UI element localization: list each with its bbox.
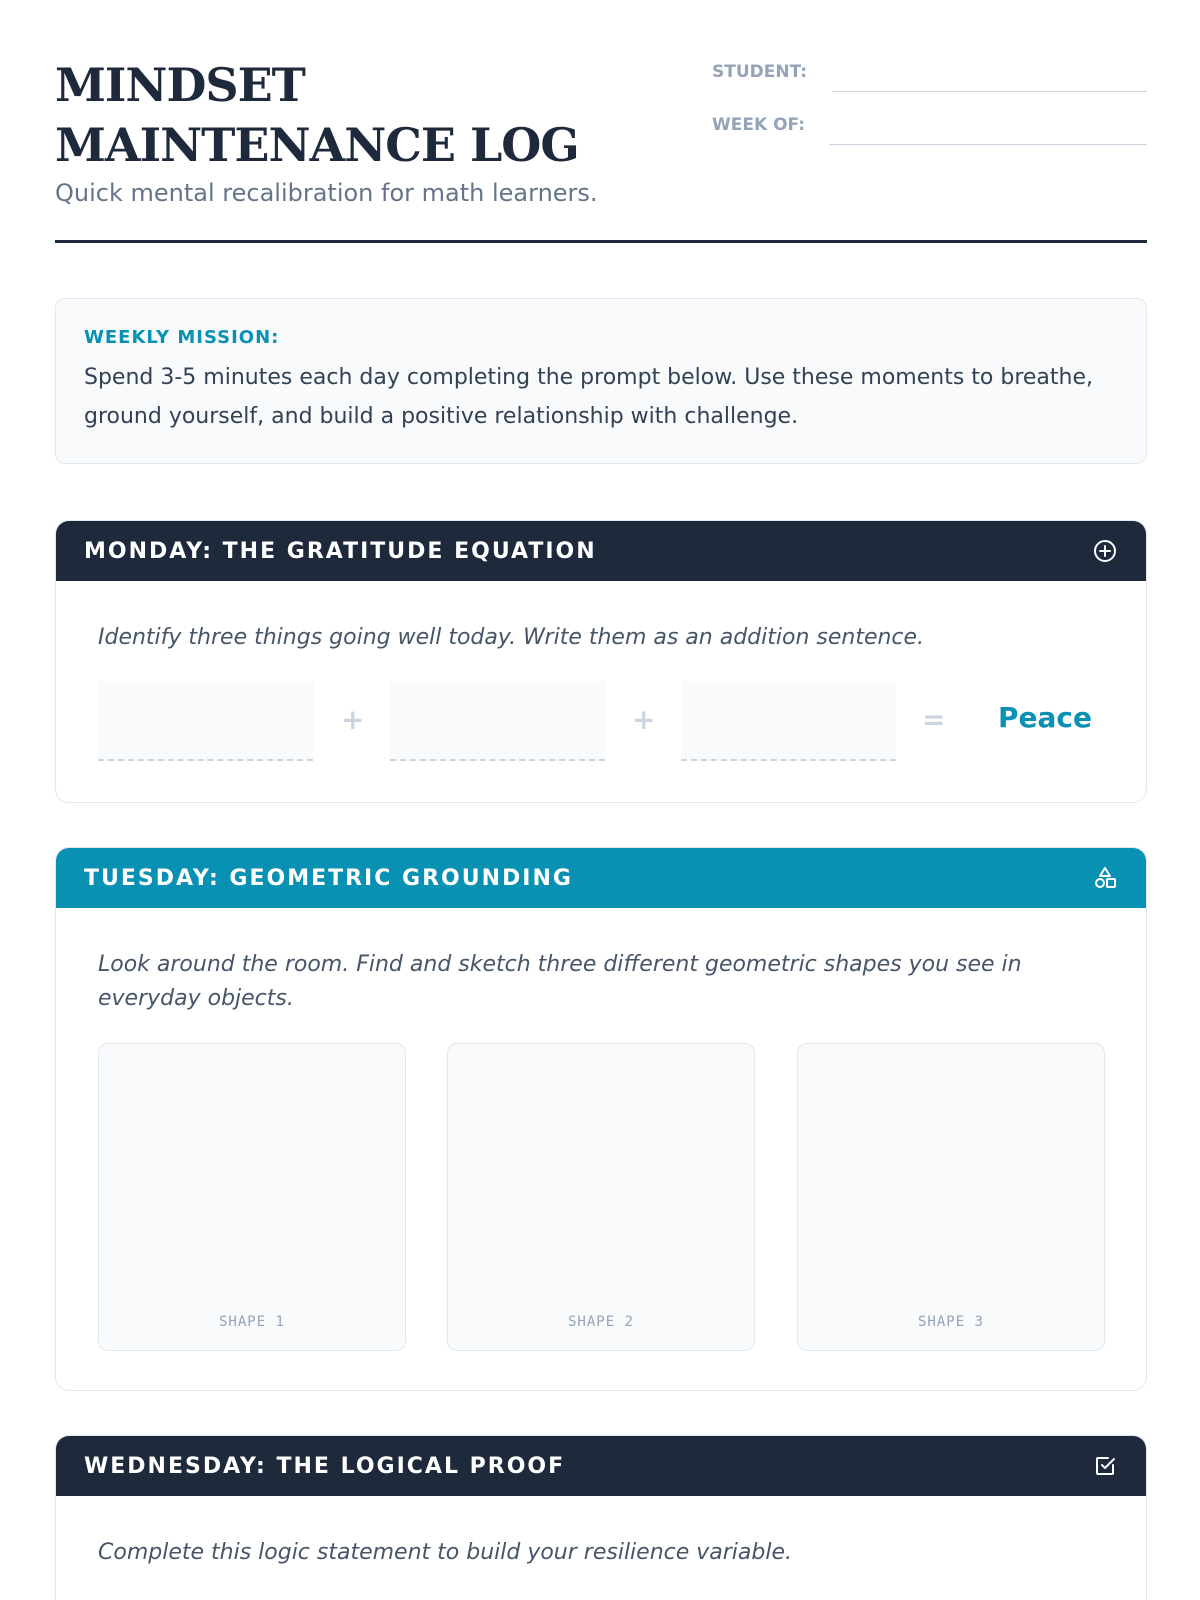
check-square-icon	[1092, 1453, 1118, 1479]
tuesday-title: TUESDAY: GEOMETRIC GROUNDING	[84, 865, 573, 891]
tuesday-header	[56, 848, 1146, 908]
mission-text: Spend 3-5 minutes each day completing the prompt below. Use these moments to breathe, ground yourself, and build a positive relationship with challenge.	[84, 365, 1094, 429]
monday-prompt: Identify three things going well today. Write them as an addition sentence.	[98, 625, 925, 650]
tuesday-card	[55, 847, 1147, 1391]
plus-sign-2: +	[632, 703, 656, 736]
gratitude-blank-1[interactable]	[98, 681, 313, 761]
week-input[interactable]	[829, 144, 1147, 145]
page-subtitle: Quick mental recalibration for math learners.	[55, 179, 598, 207]
gratitude-blank-2[interactable]	[390, 681, 605, 761]
plus-circle-icon	[1092, 538, 1118, 564]
monday-header	[56, 521, 1146, 581]
equals-sign: =	[922, 703, 946, 736]
monday-card	[55, 520, 1147, 803]
tuesday-prompt: Look around the room. Find and sketch three different geometric shapes you see in everyday objects.	[98, 952, 1022, 1011]
plus-sign-1: +	[341, 703, 365, 736]
shape-sketch-box-1[interactable]	[98, 1043, 406, 1351]
header-divider	[55, 240, 1147, 243]
gratitude-blank-3[interactable]	[681, 681, 896, 761]
header	[55, 55, 1147, 207]
page-title: MINDSET MAINTENANCE LOG	[55, 58, 579, 172]
shape-sketch-box-2[interactable]	[447, 1043, 755, 1351]
monday-title: MONDAY: THE GRATITUDE EQUATION	[84, 538, 597, 564]
shape-label-2: SHAPE 2	[567, 1314, 634, 1330]
shape-label-3: SHAPE 3	[917, 1314, 984, 1330]
mission-label: WEEKLY MISSION:	[84, 327, 280, 348]
wednesday-card	[55, 1435, 1147, 1600]
wednesday-prompt: Complete this logic statement to build your resilience variable.	[98, 1540, 793, 1565]
equation-result: Peace	[998, 701, 1092, 734]
week-label: WEEK OF:	[712, 115, 806, 135]
wednesday-title: WEDNESDAY: THE LOGICAL PROOF	[84, 1453, 566, 1479]
wednesday-header	[56, 1436, 1146, 1496]
shapes-icon	[1092, 865, 1118, 891]
gratitude-equation	[98, 681, 1108, 761]
weekly-mission-box	[55, 298, 1147, 464]
student-input[interactable]	[832, 91, 1147, 92]
shape-sketch-box-3[interactable]	[797, 1043, 1105, 1351]
student-label: STUDENT:	[712, 62, 808, 82]
shape-label-1: SHAPE 1	[218, 1314, 285, 1330]
